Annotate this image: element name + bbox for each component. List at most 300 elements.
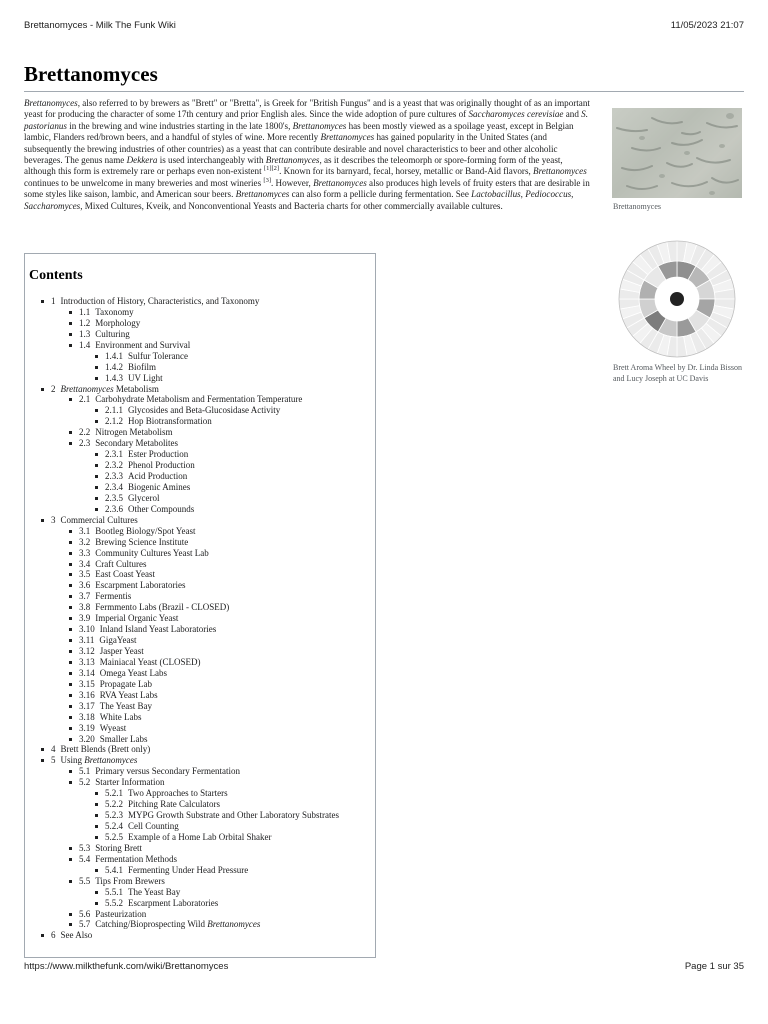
toc-item[interactable] (25, 329, 376, 340)
toc-number: 3.7 (79, 591, 91, 602)
toc-label: Example of a Home Lab Orbital Shaker (128, 831, 272, 842)
toc-link[interactable] (79, 766, 240, 777)
title-divider (24, 91, 744, 92)
toc-bullet (41, 300, 44, 303)
toc-label: Glycosides and Beta-Glucosidase Activity (128, 405, 281, 416)
toc-bullet (41, 934, 44, 937)
toc-item[interactable] (25, 318, 376, 329)
toc-item[interactable] (25, 504, 376, 515)
toc-link[interactable] (51, 744, 150, 755)
toc-item[interactable] (25, 340, 376, 351)
toc-number: 2.3.4 (105, 481, 123, 492)
toc-item[interactable] (25, 854, 376, 865)
toc-item[interactable] (25, 766, 376, 777)
toc-number: 1.4.3 (105, 372, 123, 383)
toc-number: 2.3.5 (105, 492, 123, 503)
toc-label: Inland Island Yeast Laboratories (99, 624, 217, 635)
toc-bullet (69, 617, 72, 620)
print-footer-url: https://www.milkthefunk.com/wiki/Brettanomyces (24, 961, 229, 972)
toc-item[interactable] (25, 613, 376, 624)
toc-item[interactable] (25, 744, 376, 755)
toc-label: The Yeast Bay (99, 700, 152, 711)
toc-link[interactable] (79, 876, 165, 887)
toc-label: Wyeast (99, 722, 127, 733)
toc-bullet (69, 705, 72, 708)
toc-item[interactable] (25, 351, 376, 362)
toc-item[interactable] (25, 416, 376, 427)
toc-item[interactable] (25, 668, 376, 679)
toc-label: Starter Information (95, 777, 165, 788)
toc-link[interactable] (105, 493, 160, 504)
toc-link[interactable] (105, 810, 339, 821)
toc-label: Fermentation Methods (95, 853, 177, 864)
toc-label: UV Light (128, 372, 163, 383)
toc-label: Tips From Brewers (95, 875, 165, 886)
toc-link[interactable] (79, 646, 144, 657)
toc-link[interactable] (79, 668, 167, 679)
toc-link[interactable] (79, 854, 177, 865)
toc-bullet (69, 716, 72, 719)
print-header-datetime: 11/05/2023 21:07 (670, 20, 744, 31)
toc-item[interactable] (25, 777, 376, 788)
intro-paragraph: Brettanomyces, also referred to by brewers as "Brett" or "Bretta", is Greek for "British Fungus" and is a yeast that was originally thought of as an important yeast for producing the character of some 17th century and prior English ales. Since the wide adoption of pure cultures of Saccharomyces cerevisiae and S. pastorianus in the brewing and wine industries starting in the late 1800's, Brettanomyces has been mostly viewed as a spoilage yeast, except in Belgian lambic, Flanders red/brown beers, and a handful of styles of wine. More recently Brettanomyces has gained popularity in the United States (and subsequently the brewing industries of other countries) as a yeast that can contribute desirable and novel characteristics to beer and other alcoholic beverages. The genus name Dekkera is used interchangeably with Brettanomyces, as it describes the teleomorph or spore-forming form of the yeast, although this form is extremely rare or perhaps even non-existent [1][2]. Known for its barnyard, fecal, horsey, metallic or Band-Aid flavors, Brettanomyces continues to be unwelcome in many breweries and most wineries [3]. However, Brettanomyces also produces high levels of fruity esters that are desirable in some styles like saison, lambic, and American sour beers. Brettanomyces can also form a pellicle during fermentation. See Lactobacillus, Pediococcus, Saccharomyces, Mixed Cultures, Kveik, and Nonconventional Yeasts and Bacteria charts for other commercially available cultures. (24, 98, 590, 211)
toc-bullet (95, 869, 98, 872)
toc-link[interactable] (105, 821, 179, 832)
toc-link[interactable] (79, 701, 152, 712)
toc-bullet (69, 672, 72, 675)
toc-title: Contents (29, 268, 83, 283)
toc-link[interactable] (79, 438, 178, 449)
toc-link[interactable] (79, 526, 196, 537)
toc-number: 5.2 (79, 777, 91, 788)
page-title: Brettanomyces (24, 62, 158, 86)
toc-item[interactable] (25, 460, 376, 471)
toc-label: Glycerol (128, 492, 160, 503)
toc-link[interactable] (105, 504, 194, 515)
toc-number: 1.4.2 (105, 361, 123, 372)
toc-item[interactable] (25, 755, 376, 766)
toc-item[interactable] (25, 898, 376, 909)
toc-number: 3.14 (79, 667, 95, 678)
toc-item[interactable] (25, 624, 376, 635)
image-caption-aroma-wheel: Brett Aroma Wheel by Dr. Linda Bisson and Lucy Joseph at UC Davis (613, 363, 742, 383)
toc-number: 4 (51, 744, 56, 755)
toc-list (25, 296, 376, 941)
toc-item[interactable] (25, 569, 376, 580)
toc-bullet (69, 573, 72, 576)
toc-item[interactable] (25, 930, 376, 941)
toc-item[interactable] (25, 296, 376, 307)
toc-link[interactable] (105, 373, 163, 384)
toc-item[interactable] (25, 821, 376, 832)
toc-label: Acid Production (128, 471, 188, 481)
toc-item[interactable] (25, 701, 376, 712)
toc-number: 2.3 (79, 438, 91, 449)
toc-item[interactable] (25, 810, 376, 821)
toc-bullet (69, 606, 72, 609)
toc-number: 5.2.3 (105, 810, 123, 821)
toc-bullet (95, 464, 98, 467)
toc-link[interactable] (105, 405, 280, 416)
toc-link[interactable] (51, 296, 259, 307)
toc-item[interactable] (25, 362, 376, 373)
toc-number: 5.1 (79, 766, 91, 777)
toc-label: Biofilm (128, 361, 157, 372)
toc-number: 3.9 (79, 613, 91, 624)
print-header (24, 20, 744, 34)
toc-item[interactable] (25, 384, 376, 395)
toc-bullet (69, 683, 72, 686)
toc-label: White Labs (99, 711, 142, 722)
toc-item[interactable] (25, 580, 376, 591)
toc-link[interactable] (105, 449, 188, 460)
print-footer (24, 961, 744, 975)
toc-label: Bootleg Biology/Spot Yeast (95, 525, 196, 536)
toc-item[interactable] (25, 526, 376, 537)
toc-item[interactable] (25, 909, 376, 920)
toc-bullet (69, 781, 72, 784)
toc-bullet (69, 431, 72, 434)
toc-bullet (69, 398, 72, 401)
toc-label: Fermenting Under Head Pressure (128, 864, 249, 875)
toc-label: RVA Yeast Labs (99, 689, 158, 700)
toc-link[interactable] (79, 613, 178, 624)
toc-number: 5.7 (79, 919, 91, 930)
toc-link[interactable] (79, 843, 142, 854)
toc-bullet (69, 541, 72, 544)
toc-label: The Yeast Bay (128, 886, 181, 897)
aroma-wheel-graphic (612, 240, 742, 358)
toc-label: Morphology (95, 317, 141, 328)
toc-number: 1.1 (79, 306, 91, 317)
toc-item[interactable] (25, 493, 376, 504)
toc-item[interactable] (25, 515, 376, 526)
toc-item[interactable] (25, 887, 376, 898)
toc-bullet (95, 420, 98, 423)
toc-bullet (41, 388, 44, 391)
toc-link[interactable] (105, 788, 228, 799)
micrograph-graphic (612, 108, 742, 198)
toc-bullet (95, 355, 98, 358)
toc-bullet (95, 475, 98, 478)
toc-link[interactable] (51, 755, 137, 766)
toc-link[interactable] (105, 898, 218, 909)
toc-item[interactable] (25, 602, 376, 613)
toc-number: 3.18 (79, 711, 95, 722)
toc-number: 3.13 (79, 656, 95, 667)
toc-label: Hop Biotransformation (128, 416, 212, 427)
toc-bullet (69, 923, 72, 926)
toc-link[interactable] (51, 384, 159, 395)
toc-link[interactable] (105, 865, 248, 876)
toc-item[interactable] (25, 373, 376, 384)
toc-bullet (95, 508, 98, 511)
toc-number: 3 (51, 514, 56, 525)
toc-bullet (69, 333, 72, 336)
toc-link[interactable] (79, 679, 152, 690)
toc-link[interactable] (105, 351, 188, 362)
toc-item[interactable] (25, 690, 376, 701)
toc-number: 2.2 (79, 427, 91, 438)
toc-item[interactable] (25, 307, 376, 318)
toc-item[interactable] (25, 482, 376, 493)
toc-label: Brettanomyces Metabolism (60, 383, 159, 394)
toc-link[interactable] (79, 569, 155, 580)
toc-link[interactable] (79, 919, 260, 930)
toc-number: 5.2.5 (105, 831, 123, 842)
toc-item[interactable] (25, 635, 376, 646)
toc-link[interactable] (79, 537, 188, 548)
toc-link[interactable] (105, 362, 156, 373)
toc-label: Jasper Yeast (99, 646, 144, 656)
toc-link[interactable] (105, 799, 220, 810)
toc-item[interactable] (25, 449, 376, 460)
toc-number: 1.3 (79, 328, 91, 339)
toc-bullet (41, 748, 44, 751)
toc-label: East Coast Yeast (95, 569, 156, 580)
toc-item[interactable] (25, 591, 376, 602)
toc-label: Primary versus Secondary Fermentation (95, 766, 240, 777)
toc-label: Secondary Metabolites (95, 438, 178, 449)
toc-link[interactable] (79, 657, 201, 668)
toc-item[interactable] (25, 657, 376, 668)
toc-number: 1.4.1 (105, 350, 123, 361)
toc-number: 3.20 (79, 733, 95, 744)
toc-link[interactable] (79, 602, 229, 613)
toc-number: 1.4 (79, 339, 91, 350)
toc-label: Propagate Lab (99, 678, 152, 689)
toc-number: 2.1 (79, 394, 91, 405)
toc-link[interactable] (79, 635, 137, 646)
toc-number: 3.15 (79, 678, 95, 689)
toc-label: Craft Cultures (95, 558, 147, 569)
toc-label: Fermmento Labs (Brazil - CLOSED) (95, 602, 230, 613)
toc-number: 2.1.2 (105, 416, 123, 427)
toc-number: 5.2.4 (105, 821, 123, 831)
toc-number: 3.10 (79, 624, 95, 635)
toc-number: 3.5 (79, 569, 91, 580)
toc-number: 5.2.2 (105, 799, 123, 810)
toc-label: Environment and Survival (95, 339, 191, 350)
toc-bullet (41, 519, 44, 522)
toc-link[interactable] (79, 394, 302, 405)
toc-number: 3.19 (79, 722, 95, 733)
toc-label: Smaller Labs (99, 733, 148, 744)
toc-label: Pasteurization (95, 908, 147, 919)
toc-label: Escarpment Laboratories (95, 580, 186, 591)
toc-item[interactable] (25, 843, 376, 854)
toc-bullet (95, 409, 98, 412)
toc-link[interactable] (79, 307, 134, 318)
toc-number: 2.3.1 (105, 449, 123, 460)
toc-item[interactable] (25, 723, 376, 734)
toc-number: 3.6 (79, 580, 91, 591)
toc-number: 3.12 (79, 646, 95, 656)
toc-label: Mainiacal Yeast (CLOSED) (99, 656, 201, 667)
toc-bullet (69, 694, 72, 697)
toc-bullet (95, 891, 98, 894)
toc-label: Storing Brett (95, 842, 142, 853)
toc-link[interactable] (79, 318, 140, 329)
toc-link[interactable] (79, 690, 158, 701)
toc-link[interactable] (79, 427, 173, 438)
toc-link[interactable] (79, 340, 190, 351)
toc-item[interactable] (25, 405, 376, 416)
toc-item[interactable] (25, 832, 376, 843)
toc-bullet (95, 366, 98, 369)
toc-number: 1.2 (79, 317, 91, 328)
toc-bullet (69, 727, 72, 730)
toc-bullet (69, 442, 72, 445)
toc-link[interactable] (79, 591, 131, 602)
toc-label: GigaYeast (99, 635, 137, 646)
toc-label: MYPG Growth Substrate and Other Laboratory Substrates (128, 810, 339, 821)
toc-link[interactable] (105, 471, 187, 482)
toc-link[interactable] (79, 624, 216, 635)
toc-bullet (69, 552, 72, 555)
toc-item[interactable] (25, 537, 376, 548)
toc-item[interactable] (25, 799, 376, 810)
toc-item[interactable] (25, 788, 376, 799)
toc-number: 3.3 (79, 547, 91, 558)
toc-link[interactable] (105, 460, 195, 471)
toc-number: 6 (51, 930, 56, 941)
toc-label: Culturing (95, 328, 130, 339)
toc-bullet (69, 770, 72, 773)
toc-bullet (69, 847, 72, 850)
toc-label: Pitching Rate Calculators (128, 799, 220, 810)
toc-bullet (95, 377, 98, 380)
toc-bullet (69, 913, 72, 916)
toc-number: 5.2.1 (105, 788, 123, 799)
toc-bullet (69, 880, 72, 883)
toc-bullet (41, 759, 44, 762)
toc-label: Omega Yeast Labs (99, 667, 167, 678)
toc-label: Other Compounds (128, 503, 195, 514)
toc-number: 3.16 (79, 689, 95, 700)
toc-label: Brewing Science Institute (95, 536, 189, 547)
toc-number: 5.5 (79, 875, 91, 886)
toc-item[interactable] (25, 865, 376, 876)
toc-link[interactable] (79, 559, 147, 570)
toc-link[interactable] (79, 580, 185, 591)
toc-bullet (95, 803, 98, 806)
toc-label: Escarpment Laboratories (128, 897, 219, 908)
toc-item[interactable] (25, 876, 376, 887)
toc-number: 5.5.1 (105, 886, 123, 897)
toc-link[interactable] (51, 930, 92, 941)
brett-aroma-wheel-image[interactable] (612, 240, 742, 358)
toc-bullet (69, 628, 72, 631)
toc-link[interactable] (105, 832, 271, 843)
toc-item[interactable] (25, 438, 376, 449)
toc-label: Introduction of History, Characteristics, and Taxonomy (60, 296, 260, 306)
toc-bullet (69, 530, 72, 533)
toc-bullet (95, 814, 98, 817)
toc-bullet (69, 738, 72, 741)
toc-number: 3.1 (79, 525, 91, 536)
toc-bullet (69, 311, 72, 314)
toc-link[interactable] (79, 548, 209, 559)
toc-number: 3.2 (79, 536, 91, 547)
toc-link[interactable] (79, 329, 130, 340)
toc-item[interactable] (25, 559, 376, 570)
toc-item[interactable] (25, 394, 376, 405)
toc-item[interactable] (25, 712, 376, 723)
toc-link[interactable] (105, 416, 212, 427)
toc-bullet (95, 902, 98, 905)
toc-bullet (69, 661, 72, 664)
toc-link[interactable] (79, 734, 148, 745)
toc-label: See Also (60, 930, 93, 941)
toc-number: 1 (51, 296, 56, 306)
toc-label: Brett Blends (Brett only) (60, 744, 151, 755)
toc-number: 5.4.1 (105, 864, 123, 875)
toc-link[interactable] (51, 515, 138, 526)
toc-item[interactable] (25, 471, 376, 482)
toc-label: Fermentis (95, 591, 132, 602)
table-of-contents (24, 253, 376, 958)
toc-label: Phenol Production (128, 460, 195, 471)
toc-link[interactable] (79, 777, 164, 788)
toc-label: Two Approaches to Starters (128, 788, 228, 799)
toc-label: Imperial Organic Yeast (95, 613, 179, 624)
toc-bullet (69, 639, 72, 642)
image-caption-brettanomyces: Brettanomyces (613, 202, 661, 211)
wheel-hub (670, 292, 684, 306)
toc-link[interactable] (105, 887, 180, 898)
toc-bullet (69, 584, 72, 587)
toc-bullet (69, 858, 72, 861)
toc-number: 5.6 (79, 908, 91, 919)
toc-link[interactable] (79, 712, 142, 723)
toc-item[interactable] (25, 734, 376, 745)
toc-number: 5.4 (79, 853, 91, 864)
toc-label: Using Brettanomyces (60, 755, 138, 766)
toc-number: 2.3.2 (105, 460, 123, 471)
print-header-title: Brettanomyces - Milk The Funk Wiki (24, 20, 176, 31)
toc-bullet (69, 650, 72, 653)
toc-number: 5.3 (79, 842, 91, 853)
toc-number: 2.3.3 (105, 471, 123, 481)
toc-link[interactable] (105, 482, 190, 493)
toc-item[interactable] (25, 919, 376, 930)
toc-number: 2 (51, 383, 56, 394)
print-footer-page: Page 1 sur 35 (684, 961, 744, 972)
toc-item[interactable] (25, 679, 376, 690)
toc-bullet (95, 486, 98, 489)
brettanomyces-micrograph-image[interactable] (612, 108, 742, 198)
toc-number: 2.1.1 (105, 405, 123, 416)
toc-link[interactable] (79, 723, 126, 734)
toc-bullet (69, 344, 72, 347)
toc-item[interactable] (25, 548, 376, 559)
toc-bullet (95, 825, 98, 828)
toc-item[interactable] (25, 646, 376, 657)
toc-bullet (95, 497, 98, 500)
toc-label: Community Cultures Yeast Lab (95, 547, 209, 558)
toc-number: 3.11 (79, 635, 95, 646)
toc-number: 5.5.2 (105, 897, 123, 908)
toc-label: Nitrogen Metabolism (95, 427, 173, 438)
toc-number: 3.8 (79, 602, 91, 613)
toc-bullet (95, 792, 98, 795)
toc-label: Sulfur Tolerance (128, 350, 188, 361)
toc-link[interactable] (79, 909, 146, 920)
toc-item[interactable] (25, 427, 376, 438)
toc-bullet (69, 563, 72, 566)
toc-label: Commercial Cultures (60, 514, 138, 525)
